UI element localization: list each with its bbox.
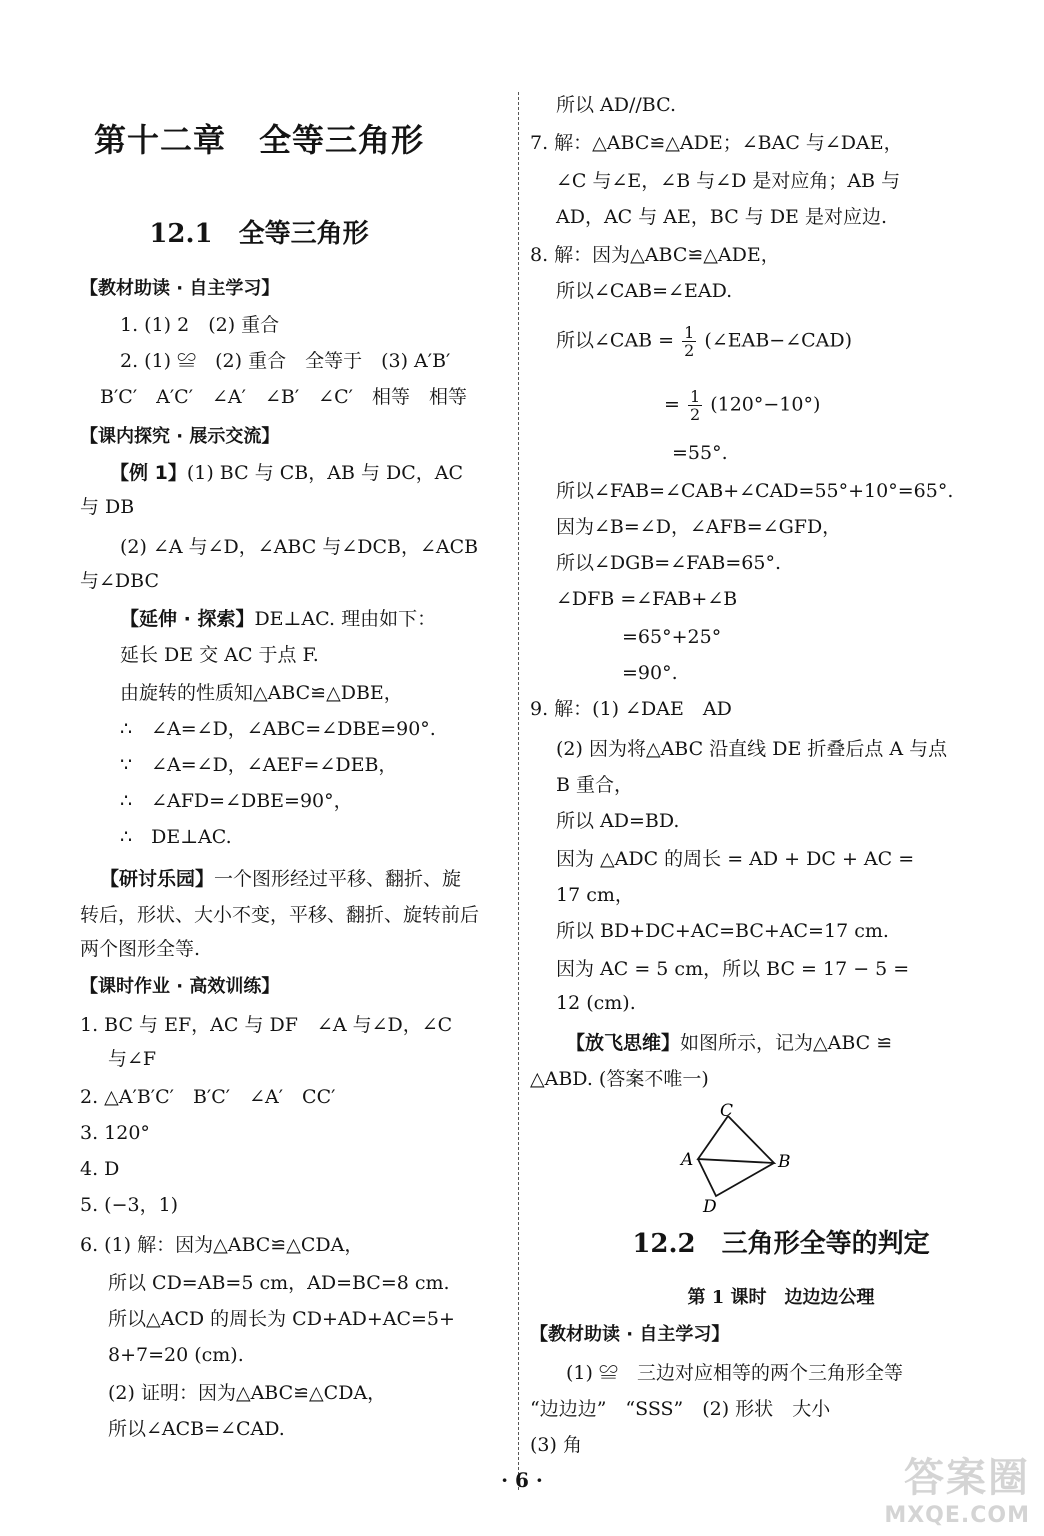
answer-line: =55°.	[672, 442, 728, 464]
equation-text: 所以∠CAB =	[556, 329, 675, 352]
vertex-label-c: C	[720, 1101, 734, 1121]
extension-text: DE⊥AC. 理由如下：	[254, 608, 437, 630]
homework-answer: 与∠F	[108, 1048, 157, 1070]
open-thinking-tag: 【放飞思维】	[566, 1032, 681, 1054]
discussion-line: 两个图形全等.	[80, 938, 201, 960]
answer-line: 所以∠FAB=∠CAB+∠CAD=55°+10°=65°.	[556, 480, 954, 502]
equation-text: =	[664, 393, 680, 416]
proof-line: ∴ DE⊥AC.	[120, 826, 232, 848]
answer-line: B 重合，	[556, 774, 634, 796]
fraction-denominator: 2	[684, 341, 695, 360]
answer-line: ∠DFB =∠FAB+∠B	[556, 588, 738, 610]
answer-line: 17 cm，	[556, 884, 634, 906]
heading-class-explore: 【课内探究 · 展示交流】	[80, 426, 280, 447]
equation-text: (120°−10°)	[710, 393, 821, 416]
discussion-text: 一个图形经过平移、翻折、旋	[214, 868, 462, 890]
open-thinking-line	[566, 1030, 892, 1056]
watermark-text: 答案圈	[904, 1455, 1030, 1501]
answer-line: 12 (cm).	[556, 992, 636, 1014]
proof-line: ∴ ∠A=∠D，∠ABC=∠DBE=90°.	[120, 718, 436, 740]
homework-answer: 1. BC 与 EF，AC 与 DF ∠A 与∠D，∠C	[80, 1014, 453, 1036]
column-divider	[518, 92, 519, 1490]
fraction-numerator: 1	[684, 323, 695, 342]
heading-textbook-guide: 【教材助读 · 自主学习】	[80, 278, 280, 299]
example-1-tag: 【例 1】	[110, 462, 187, 484]
heading-textbook-guide-2: 【教材助读 · 自主学习】	[530, 1324, 730, 1345]
answer-line: =90°.	[622, 662, 678, 684]
watermark-logo	[884, 1446, 1030, 1528]
homework-answer: 4. D	[80, 1158, 120, 1180]
answer-line: (2) 因为将△ABC 沿直线 DE 折叠后点 A 与点	[556, 738, 948, 760]
proof-line: ∵ ∠A=∠D，∠AEF=∠DEB，	[120, 754, 398, 776]
extension-tag: 【延伸 · 探索】	[120, 608, 255, 630]
answer-line: 8. 解：因为△ABC≌△ADE，	[530, 244, 780, 266]
homework-answer: 2. △A′B′C′ B′C′ ∠A′ CC′	[80, 1086, 336, 1108]
open-thinking-text: 如图所示，记为△ABC ≌	[680, 1032, 893, 1054]
heading-homework: 【课时作业 · 高效训练】	[80, 976, 280, 997]
page-number: · 6 ·	[501, 1468, 543, 1492]
vertex-label-a: A	[681, 1150, 694, 1170]
proof-line: ∴ ∠AFD=∠DBE=90°，	[120, 790, 353, 812]
homework-answer: 所以 CD=AB=5 cm，AD=BC=8 cm.	[108, 1272, 450, 1294]
answer-line: 与∠DBC	[80, 570, 160, 592]
equation-text: (∠EAB−∠CAD)	[704, 329, 853, 352]
answer-line: “边边边” “SSS” (2) 形状 大小	[530, 1398, 831, 1420]
answer-line: 与 DB	[80, 496, 135, 518]
watermark-domain: MXQE.COM	[884, 1503, 1030, 1528]
lesson-title: 第 1 课时 边边边公理	[687, 1287, 875, 1308]
extension-line	[120, 606, 436, 632]
section-12-2-title: 12.2 三角形全等的判定	[632, 1229, 930, 1259]
answer-line: AD，AC 与 AE，BC 与 DE 是对应边.	[556, 206, 887, 228]
vertex-label-b: B	[778, 1152, 791, 1172]
proof-line: 由旋转的性质知△ABC≌△DBE，	[120, 682, 403, 704]
homework-answer: 3. 120°	[80, 1122, 150, 1144]
answer-line: 因为 AC = 5 cm，所以 BC = 17 − 5 =	[556, 958, 910, 980]
homework-answer: 所以△ACD 的周长为 CD+AD+AC=5+	[108, 1308, 455, 1330]
answer-line-fraction	[664, 388, 820, 423]
answer-line: 所以∠CAB=∠EAD.	[556, 280, 733, 302]
example-1-line	[110, 460, 463, 486]
proof-line: 延长 DE 交 AC 于点 F.	[120, 644, 319, 666]
answer-line: 所以 AD//BC.	[556, 94, 677, 116]
vertex-label-d: D	[703, 1197, 717, 1217]
answer-line-fraction	[556, 324, 852, 359]
example-1-text: (1) BC 与 CB，AB 与 DC，AC	[186, 462, 464, 484]
answer-line: B′C′ A′C′ ∠A′ ∠B′ ∠C′ 相等 相等	[100, 386, 467, 408]
answer-line: (2) ∠A 与∠D，∠ABC 与∠DCB，∠ACB	[120, 536, 479, 558]
fraction-one-half	[688, 388, 702, 423]
open-thinking-line: △ABD. (答案不唯一)	[530, 1068, 709, 1090]
answer-line: 1. (1) 2 (2) 重合	[120, 314, 280, 336]
homework-answer: 所以∠ACB=∠CAD.	[108, 1418, 285, 1440]
triangle-figure	[670, 1098, 820, 1218]
fraction-denominator: 2	[689, 405, 701, 424]
answer-line: 所以∠DGB=∠FAB=65°.	[556, 552, 781, 574]
fraction-one-half	[682, 324, 696, 359]
answer-line: 2. (1) ≌ (2) 重合 全等于 (3) A′B′	[120, 350, 451, 372]
answer-line: 所以 AD=BD.	[556, 810, 680, 832]
answer-line: (3) 角	[530, 1434, 582, 1456]
answer-line: ∠C 与∠E，∠B 与∠D 是对应角；AB 与	[556, 170, 901, 192]
section-12-1-title: 12.1 全等三角形	[149, 219, 369, 249]
discussion-tag: 【研讨乐园】	[100, 868, 215, 890]
homework-answer: 6. (1) 解：因为△ABC≌△CDA，	[80, 1234, 364, 1256]
fraction-numerator: 1	[689, 387, 701, 406]
discussion-line	[100, 866, 461, 892]
homework-answer: 5. (−3，1)	[80, 1194, 179, 1216]
answer-line: (1) ≌ 三边对应相等的两个三角形全等	[566, 1362, 903, 1384]
chapter-title: 第十二章 全等三角形	[93, 121, 424, 159]
homework-answer: 8+7=20 (cm).	[108, 1344, 244, 1366]
answer-line: =65°+25°	[622, 626, 722, 648]
answer-line: 因为 △ADC 的周长 = AD + DC + AC =	[556, 848, 915, 870]
answer-line: 因为∠B=∠D，∠AFB=∠GFD，	[556, 516, 842, 538]
answer-line: 所以 BD+DC+AC=BC+AC=17 cm.	[556, 920, 889, 942]
answer-line: 7. 解：△ABC≌△ADE；∠BAC 与∠DAE，	[530, 132, 903, 154]
discussion-line: 转后，形状、大小不变，平移、翻折、旋转前后	[80, 904, 480, 926]
answer-line: 9. 解：(1) ∠DAE AD	[530, 698, 732, 720]
homework-answer: (2) 证明：因为△ABC≌△CDA，	[108, 1382, 387, 1404]
